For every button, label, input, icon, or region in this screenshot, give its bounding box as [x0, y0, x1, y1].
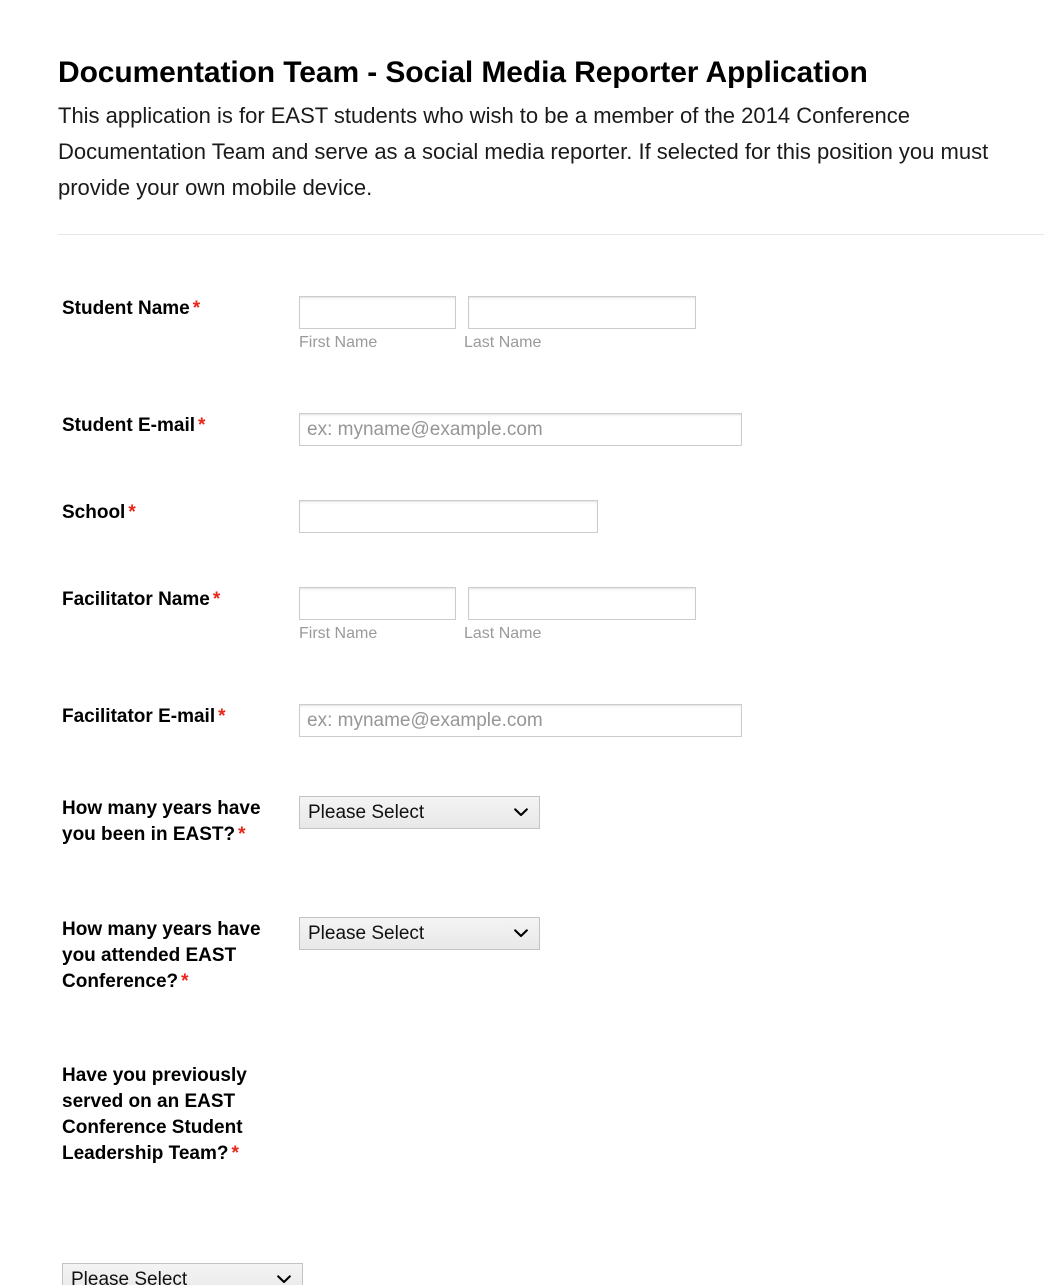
- header-divider: [58, 234, 1044, 235]
- student-email-input[interactable]: [299, 413, 742, 446]
- sublabel-first-name: First Name: [299, 334, 378, 351]
- required-asterisk: *: [192, 298, 201, 319]
- select-value: Please Select: [308, 923, 425, 944]
- sublabel-last-name: Last Name: [464, 334, 542, 351]
- label-student-name: [62, 296, 292, 322]
- sublabels-student-name: [299, 333, 541, 353]
- label-facilitator-email: [62, 704, 292, 730]
- sublabels-facilitator-name: [299, 624, 541, 644]
- control-facilitator-email: [299, 704, 742, 737]
- chevron-down-icon: [277, 1264, 291, 1285]
- student-last-name-input[interactable]: [468, 296, 696, 329]
- label-text: Facilitator Name: [62, 589, 210, 610]
- facilitator-email-input[interactable]: [299, 704, 742, 737]
- label-text: How many years have you attended EAST Conference?: [62, 919, 261, 992]
- select-value: Please Select: [308, 802, 425, 823]
- page-title: Documentation Team - Social Media Reporter Application: [58, 56, 868, 89]
- label-text: Facilitator E-mail: [62, 706, 216, 727]
- label-text: Student E-mail: [62, 415, 196, 436]
- label-years-in-east: [62, 796, 294, 848]
- label-text: School: [62, 502, 126, 523]
- control-years-attended-conference: [299, 917, 540, 950]
- required-asterisk: *: [212, 589, 221, 610]
- student-first-name-input[interactable]: [299, 296, 456, 329]
- label-school: [62, 500, 292, 526]
- control-school: [299, 500, 598, 533]
- form-header: [0, 0, 1044, 206]
- label-previously-served: [62, 1063, 294, 1167]
- label-facilitator-name: [62, 587, 292, 613]
- sublabel-first-name: First Name: [299, 625, 378, 642]
- control-student-email: [299, 413, 742, 446]
- required-asterisk: *: [231, 1143, 239, 1164]
- control-previously-served: [62, 1263, 303, 1285]
- form-description: This application is for EAST students who wish to be a member of the 2014 Conference Documentation Team and serve as a social media reporter. If selected for this position you must provide your own mobile device.: [58, 103, 989, 200]
- required-asterisk: *: [218, 706, 226, 727]
- label-text: How many years have you been in EAST?: [62, 798, 261, 845]
- chevron-down-icon: [514, 918, 528, 949]
- years-in-east-select[interactable]: [299, 796, 540, 829]
- required-asterisk: *: [238, 824, 246, 845]
- chevron-down-icon: [514, 797, 528, 828]
- required-asterisk: *: [181, 971, 189, 992]
- label-years-attended-conference: [62, 917, 294, 995]
- years-attended-conference-select[interactable]: [299, 917, 540, 950]
- select-value: Please Select: [71, 1269, 188, 1285]
- label-text: Have you previously served on an EAST Conference Student Leadership Team?: [62, 1065, 247, 1164]
- control-student-name: [299, 296, 696, 329]
- label-text: Student Name: [62, 298, 190, 319]
- facilitator-first-name-input[interactable]: [299, 587, 456, 620]
- required-asterisk: *: [198, 415, 206, 436]
- label-student-email: [62, 413, 292, 439]
- control-years-in-east: [299, 796, 540, 829]
- previously-served-select[interactable]: [62, 1263, 303, 1285]
- facilitator-last-name-input[interactable]: [468, 587, 696, 620]
- required-asterisk: *: [128, 502, 136, 523]
- control-facilitator-name: [299, 587, 696, 620]
- sublabel-last-name: Last Name: [464, 625, 542, 642]
- school-input[interactable]: [299, 500, 598, 533]
